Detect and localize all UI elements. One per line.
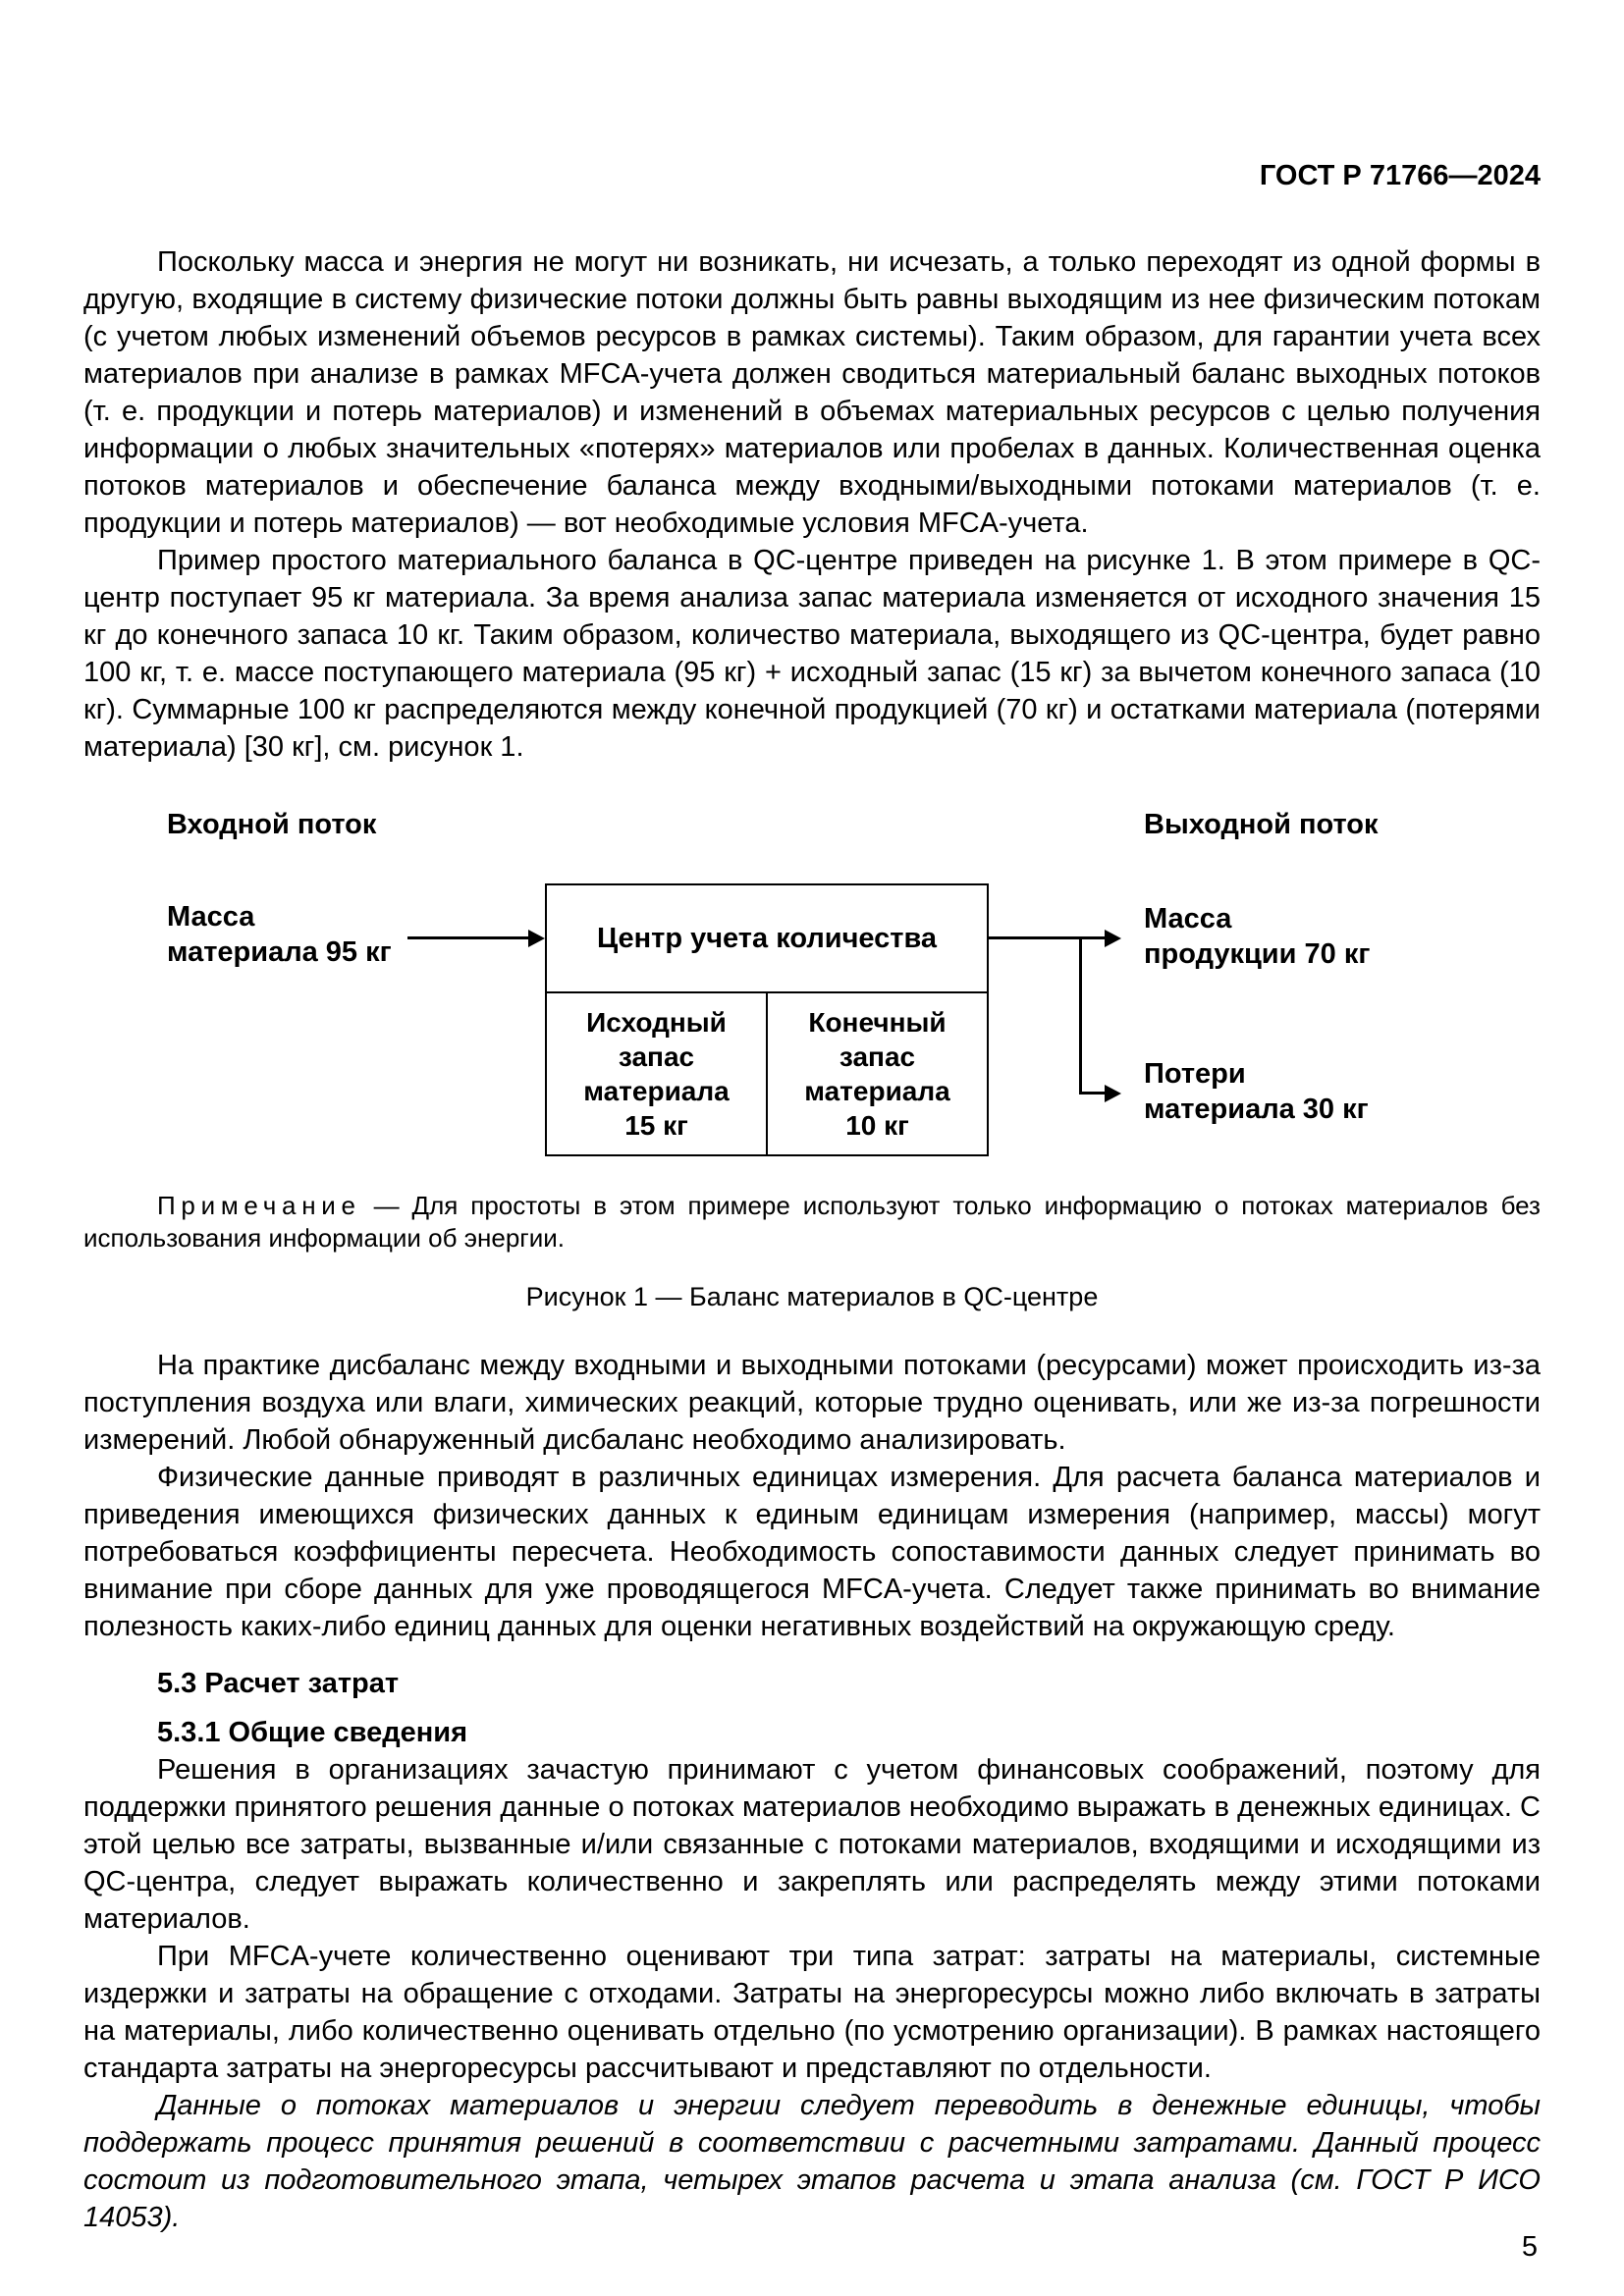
initial-stock-line2: запас	[618, 1041, 695, 1072]
paragraph-cost-types: При MFCA-учете количественно оценивают три типа затрат: затраты на материалы, системные издержки и затраты на обращение с отходами. Затраты на энергоресурсы можно либо включать в затраты на материалы, либо количественно оценивать отдельно (по усмотрению организации). В рамках настоящего стандарта затраты на энергоресурсы рассчитывают и представляют по отдельности.	[83, 1941, 1541, 2084]
paragraph-monetary-units: Данные о потоках материалов и энергии следует переводить в денежные единицы, чтобы поддержать процесс принятия решений в соответствии с расчетными затратами. Данный процесс состоит из подготовительного этапа, четырех этапов расчета и этапа анализа (см. ГОСТ Р ИСО 14053).	[83, 2090, 1541, 2233]
qc-center-box	[545, 883, 989, 993]
note-label: Примечание	[157, 1191, 361, 1220]
page-number: 5	[1521, 2231, 1538, 2263]
initial-stock-line1: Исходный	[586, 1007, 727, 1038]
initial-stock-line3: материала	[583, 1076, 730, 1106]
subsection-heading-5-3-1: 5.3.1 Общие сведения	[157, 1717, 468, 1748]
output-flow-label: Выходной поток	[1144, 809, 1379, 840]
doc-number: ГОСТ Р 71766—2024	[1259, 160, 1541, 191]
input-arrow-line	[407, 936, 529, 939]
input-arrowhead-icon	[528, 930, 545, 947]
figure-note	[83, 1190, 1541, 1255]
figure-caption: Рисунок 1 — Баланс материалов в QC-центре	[525, 1282, 1099, 1311]
input-flow-label: Входной поток	[167, 809, 377, 840]
product-arrowhead-icon	[1105, 930, 1121, 947]
mass-in-label	[167, 899, 392, 970]
note-text: — Для простоты в этом примере используют только информацию о потоках материалов без использования информации об энергии.	[83, 1191, 1541, 1253]
branch-line	[1079, 936, 1082, 1095]
product-mass-line2: продукции 70 кг	[1144, 938, 1371, 970]
initial-stock-line4: 15 кг	[624, 1110, 688, 1141]
paragraph-decisions: Решения в организациях зачастую принимают с учетом финансовых соображений, поэтому для поддержки принятого решения данные о потоках материалов необходимо выражать в денежных единицах. С этой целью все затраты, вызванные и/или связанные с потоками материалов, входящими и исходящими из QC-центра, следует выражать количественно и закреплять или распределять между этими потоками материалов.	[83, 1754, 1541, 1935]
mass-in-line1: Масса	[167, 901, 255, 933]
material-loss-line2: материала 30 кг	[1144, 1094, 1369, 1125]
doc-header	[83, 157, 1541, 194]
product-mass-line1: Масса	[1144, 903, 1232, 934]
final-stock-line1: Конечный	[808, 1007, 947, 1038]
paragraph-physical-data: Физические данные приводят в различных единицах измерения. Для расчета баланса материалов и приведения имеющихся физических данных к единым единицам измерения (например, массы) могут потребоваться коэффициенты пересчета. Необходимость сопоставимости данных следует принимать во внимание при сборе данных для уже проводящегося MFCA-учета. Следует также принимать во внимание полезность каких-либо единиц данных для оценки негативных воздействий на окружающую среду.	[83, 1462, 1541, 1642]
final-stock-line4: 10 кг	[845, 1110, 909, 1141]
qc-center-box-label: Центр учета количества	[596, 922, 938, 954]
paragraph-mass-energy: Поскольку масса и энергия не могут ни возникать, ни исчезать, а только переходят из одной формы в другую, входящие в систему физические потоки должны быть равны выходящим из нее физическим потокам (с учетом любых изменений объемов ресурсов в рамках системы). Таким образом, для гарантии учета всех материалов при анализе в рамках MFCA-учета должен сводиться материальный баланс выходных потоков (т. е. продукции и потерь материалов) и изменений в объемах материальных ресурсов с целью получения информации о любых значительных «потерях» материалов или пробелах в данных. Количественная оценка потоков материалов и обеспечение баланса между входными/выходными потоками материалов (т. е. продукции и потерь материалов) — вот необходимые условия MFCA-учета.	[83, 246, 1541, 539]
output-arrow-line	[989, 936, 1105, 939]
material-loss-label	[1144, 1056, 1369, 1127]
final-stock-box	[766, 991, 989, 1156]
paragraph-imbalance: На практике дисбаланс между входными и выходными потоками (ресурсами) может происходить из-за поступления воздуха или влаги, химических реакций, которые трудно оценивать, или же из-за погрешности измерений. Любой обнаруженный дисбаланс необходимо анализировать.	[83, 1350, 1541, 1456]
product-mass-label	[1144, 901, 1370, 972]
mass-in-line2: материала 95 кг	[167, 936, 392, 968]
loss-arrowhead-icon	[1105, 1085, 1121, 1102]
figure-material-balance	[83, 807, 1541, 1160]
initial-stock-box	[545, 991, 768, 1156]
section-heading-5-3: 5.3 Расчет затрат	[157, 1668, 400, 1699]
loss-arrow-line	[1079, 1092, 1105, 1095]
material-loss-line1: Потери	[1144, 1058, 1246, 1090]
paragraph-balance-example: Пример простого материального баланса в QC-центре приведен на рисунке 1. В этом примере в QC-центр поступает 95 кг материала. За время анализа запас материала изменяется от исходного значения 15 кг до конечного запаса 10 кг. Таким образом, количество материала, выходящего из QC-центра, будет равно 100 кг, т. е. массе поступающего материала (95 кг) + исходный запас (15 кг) за вычетом конечного запаса (10 кг). Суммарные 100 кг распределяются между конечной продукцией (70 кг) и остатками материала (потерями материала) [30 кг], см. рисунок 1.	[83, 545, 1541, 763]
final-stock-line2: запас	[839, 1041, 916, 1072]
final-stock-line3: материала	[804, 1076, 950, 1106]
